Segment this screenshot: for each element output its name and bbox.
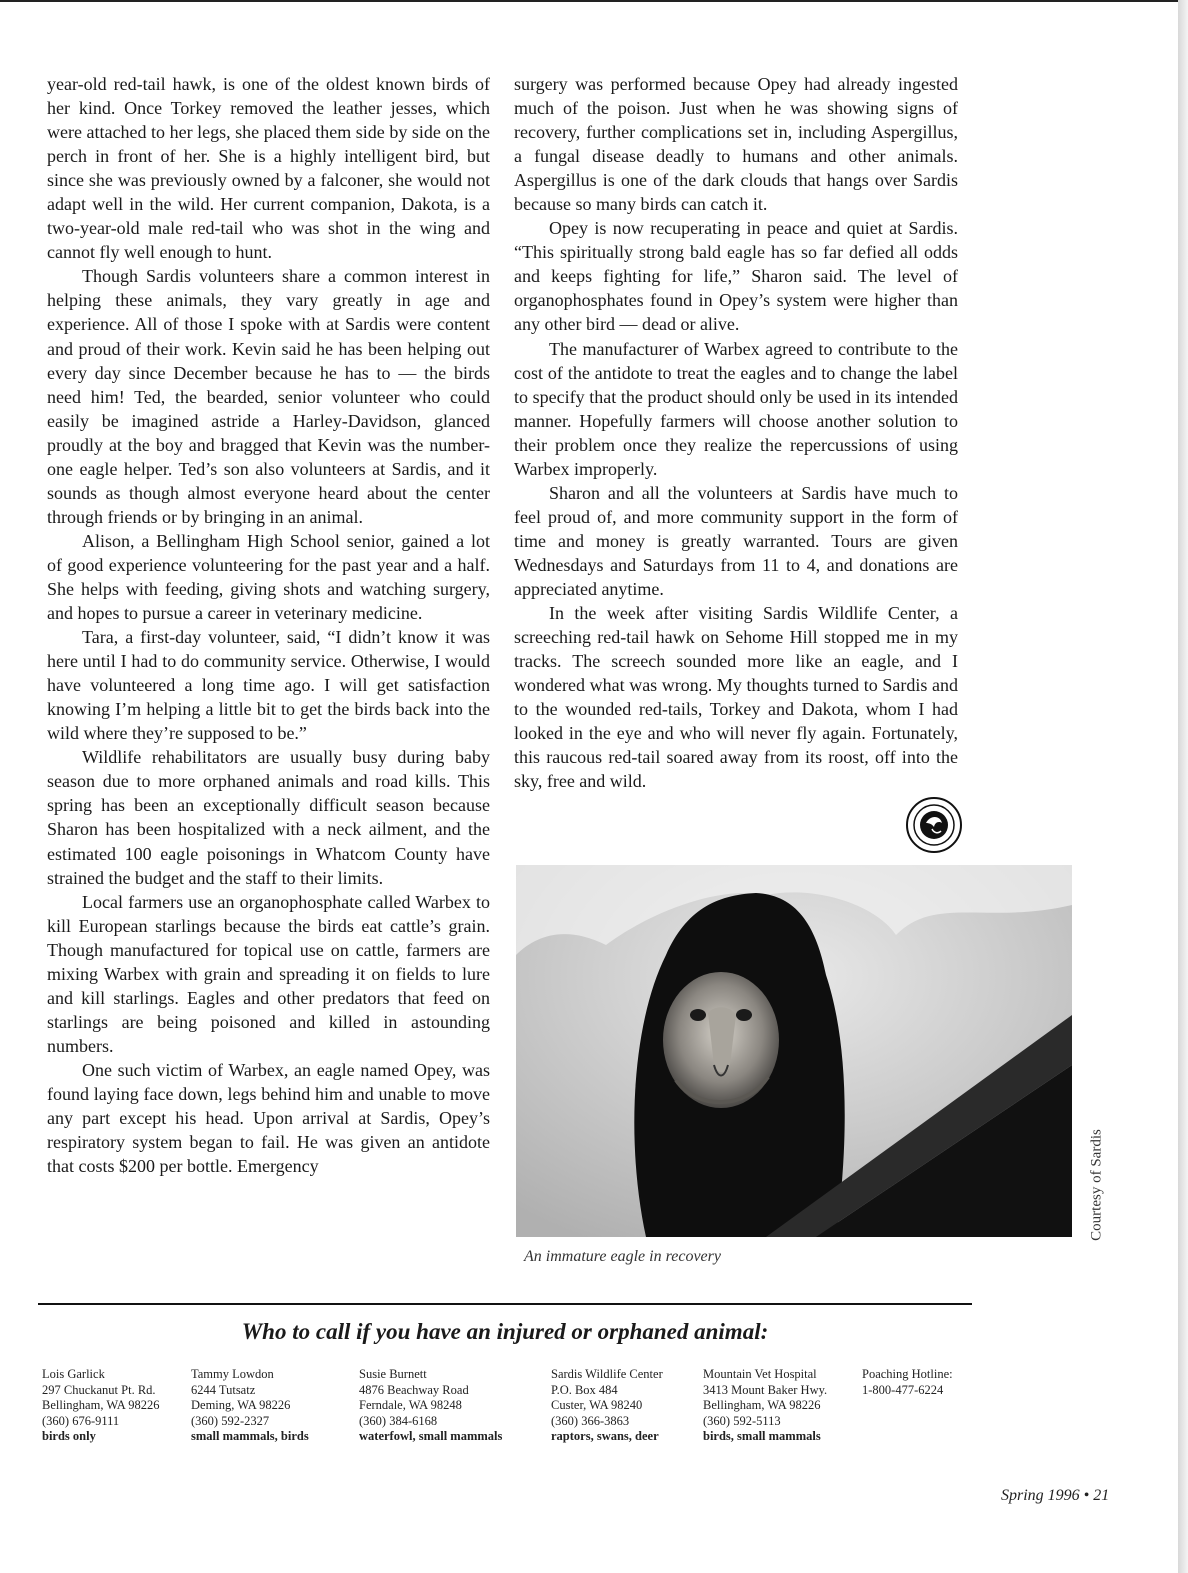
top-rule [0,0,1180,2]
contact-address-line: 6244 Tutsatz [191,1382,256,1397]
paragraph: The manufacturer of Warbex agreed to contribute to the cost of the antidote to treat the eagles and to change the label to specify that the product should only be used in its intended manner. Hopefully farmers will choose another solution to their problem once they realize the repercussions of using Warbex improperly. [514,338,958,479]
contact-address-line: Deming, WA 98226 [191,1398,291,1412]
paragraph: Alison, a Bellingham High School senior, gained a lot of good experience volunteering for the past year and a half. She helps with feeding, giving shots and watching surgery, and hopes to pursue a career in veterinary medicine. [47,530,490,624]
paragraph: One such victim of Warbex, an eagle named Opey, was found laying face down, legs behind him and unable to move any part except his head. Upon arrival at Sardis, Opey’s respiratory system began to fail. He was given an antidote that costs $200 per bottle. Emergency [47,1059,490,1177]
contact-phone: (360) 676-9111 [42,1413,120,1428]
contact-address-line: Ferndale, WA 98248 [359,1398,462,1412]
article-column-right [514,72,958,793]
page-edge-shadow [1178,0,1188,1573]
eagle-photo [516,865,1072,1237]
contact-address-line: Custer, WA 98240 [551,1398,643,1412]
paragraph: Local farmers use an organophosphate called Warbex to kill European starlings because the birds eat cattle’s grain. Though manufactured for topical use on cattle, farmers are mixing Warbex with grain and spreading it on fields to lure and kill starlings. Eagles and other predators that feed on starlings are being poisoned and killed in astounding numbers. [47,891,490,1056]
contact-address-line: Bellingham, WA 98226 [42,1398,160,1412]
paragraph: surgery was performed because Opey had already ingested much of the poison. Just when he was showing signs of recovery, further complications set in, including Aspergillus, a fungal disease deadly to humans and other animals. Aspergillus is one of the dark clouds that hangs over Sardis because so many birds can catch it. [514,74,958,215]
contact-category: raptors, swans, deer [551,1429,659,1443]
contact-address-line: 3413 Mount Baker Hwy. [703,1382,828,1397]
contact-name: Lois Garlick [42,1367,105,1381]
contact-category: waterfowl, small mammals [359,1429,503,1443]
paragraph: Tara, a first-day volunteer, said, “I didn’t know it was here until I had to do community service. Otherwise, I would have volunteered a long time ago. I will get satisfaction knowing I’m helping a little bit to get the birds back into the wild where they’re supposed to be.” [47,627,490,744]
contact-category: birds, small mammals [703,1429,821,1443]
page-number: 21 [1093,1487,1110,1504]
contact-address-line: 4876 Beachway Road [359,1382,469,1397]
contact-phone: (360) 366-3863 [551,1413,630,1428]
page-folio [1001,1487,1109,1505]
contact-phone: (360) 592-5113 [703,1413,781,1428]
contact-name: Sardis Wildlife Center [551,1367,663,1381]
contact-address-line: 297 Chuckanut Pt. Rd. [42,1382,156,1397]
contact-entry [703,1367,827,1445]
paragraph: Sharon and all the volunteers at Sardis have much to feel proud of, and more community support in the form of time and money is greatly warranted. Tours are given Wednesdays and Saturdays from 11 to 4, and donations are appreciated anytime. [514,482,958,599]
contact-entry [359,1367,502,1445]
paragraph: year-old red-tail hawk, is one of the oldest known birds of her kind. Once Torkey removed the leather jesses, which were attached to her legs, she placed them side by side on the perch in front of her. She is a highly intelligent bird, but since she was previously owned by a falconer, she would not adapt well in the wild. Her current companion, Dakota, is a two-year-old male red-tail who was shot in the wing and cannot fly well enough to hunt. [47,74,490,263]
issue-label: Spring 1996 [1001,1487,1080,1504]
photo-caption: An immature eagle in recovery [524,1248,721,1265]
contact-entry [551,1367,663,1445]
contact-name: Susie Burnett [359,1367,427,1381]
contact-name: Poaching Hotline: [862,1367,953,1381]
contacts-heading: Who to call if you have an injured or orphaned animal: [241,1319,769,1344]
contacts-divider [38,1303,972,1305]
contact-category: birds only [42,1429,96,1443]
end-mark-logo-icon [906,797,962,853]
contact-entry [191,1367,309,1445]
contact-entry [862,1367,953,1398]
contact-name: Tammy Lowdon [191,1367,274,1381]
contact-entry [42,1367,159,1445]
contact-phone: (360) 384-6168 [359,1413,438,1428]
folio-separator: • [1083,1487,1090,1504]
paragraph: Though Sardis volunteers share a common interest in helping these animals, they vary greatly in age and experience. All of those I spoke with at Sardis were content and proud of their work. Kevin said he has been helping out every day since December because he has to — the birds need him! Ted, the bearded, senior volunteer who could easily be imagined astride a Harley-Davidson, glanced proudly at the boy and bragged that Kevin was the number-one eagle helper. Ted’s son also volunteers at Sardis, and it sounds as though almost everyone heard about the center through friends or by bringing in an animal. [47,266,490,527]
paragraph: In the week after visiting Sardis Wildlife Center, a screeching red-tail hawk on Sehome Hill stopped me in my tracks. The screech sounded more like an eagle, and I wondered what was wrong. My thoughts turned to Sardis and to the wounded red-tails, Torkey and Dakota, whom I had looked in the eye and who will never fly again. Fortunately, this raucous red-tail soared away from its roost, off into the sky, free and wild. [514,603,958,792]
paragraph: Wildlife rehabilitators are usually busy during baby season due to more orphaned animals and road kills. This spring has been an exceptionally difficult season because Sharon has been hospitalized with a neck ailment, and the estimated 100 eagle poisonings in Whatcom County have strained the budget and the staff to their limits. [47,747,490,888]
paragraph: Opey is now recuperating in peace and quiet at Sardis. “This spiritually strong bald eagle has so far defied all odds and keeps fighting for life,” Sharon said. The level of organophosphates found in Opey’s system were higher than any other bird — dead or alive. [514,218,958,335]
contact-phone: 1-800-477-6224 [862,1382,944,1397]
contact-name: Mountain Vet Hospital [703,1367,817,1381]
contact-address-line: P.O. Box 484 [551,1382,618,1397]
photo-credit: Courtesy of Sardis [1088,1129,1105,1241]
contact-phone: (360) 592-2327 [191,1413,270,1428]
contact-category: small mammals, birds [191,1429,309,1443]
contact-address-line: Bellingham, WA 98226 [703,1398,821,1412]
article-column-left [47,72,490,1178]
